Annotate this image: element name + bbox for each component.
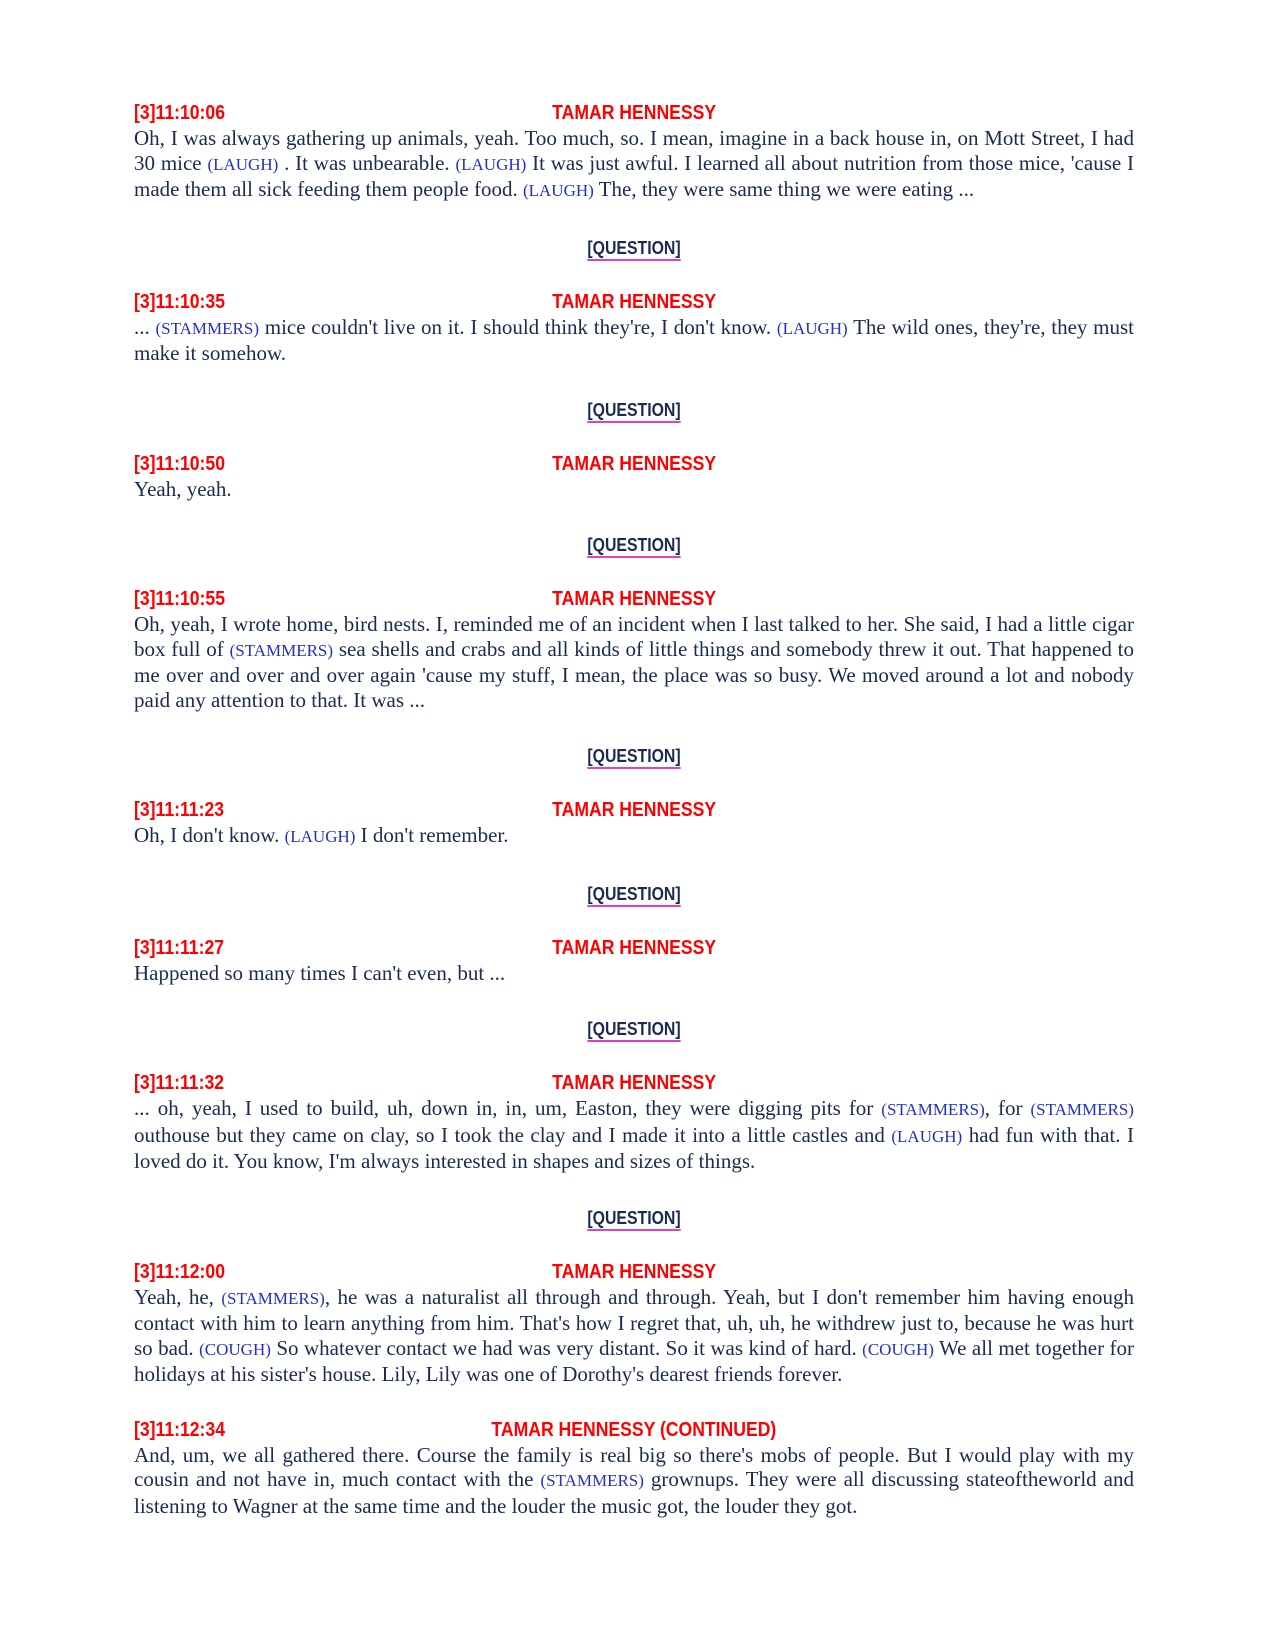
spoken-text: And, um, we all gathered there. Course the family is real big so there's mobs of people. But I would play with my cousin and not have in, much contact with the (134, 1442, 1134, 1491)
stage-note: (STAMMERS) (540, 1471, 644, 1490)
spoken-text: We all met together for holidays at his sister's house. Lily, Lily was one of Dorothy's dearest friends forever. (134, 1335, 1134, 1386)
speaker-name: TAMAR HENNESSY (552, 1260, 716, 1283)
entry-header (134, 100, 1134, 126)
question-marker: [QUESTION] (587, 399, 680, 423)
question-marker-row (134, 534, 1134, 560)
spoken-text: Oh, yeah, I wrote home, bird nests. I, reminded me of an incident when I last talked to her. She said, I had a little cigar box full of (134, 612, 1134, 661)
entry-text (134, 1443, 1134, 1519)
entry-header (134, 797, 1134, 823)
speaker-name-row (134, 586, 1134, 612)
timecode: [3]11:12:00 (134, 1260, 225, 1283)
stage-note: (STAMMERS) (155, 318, 259, 338)
question-marker-row (134, 883, 1134, 909)
stage-note: (LAUGH) (455, 154, 527, 174)
timecode: [3]11:10:35 (134, 290, 225, 313)
transcript-entry (134, 1070, 1134, 1174)
entry-header (134, 1259, 1134, 1285)
transcript-entry (134, 797, 1134, 850)
spoken-text: The, they were same thing we were eating ... (593, 177, 975, 201)
spoken-text: Yeah, he, (134, 1284, 222, 1309)
question-marker-row (134, 1018, 1134, 1044)
transcript-entry (134, 289, 1134, 366)
transcript-entry (134, 451, 1134, 502)
spoken-text: It was just awful. I learned all about nutrition from those mice, 'cause I made them all sick feeding them people food. (134, 150, 1134, 201)
spoken-text: So whatever contact we had was very distant. So it was kind of hard. (270, 1335, 863, 1360)
speaker-name-row (134, 1070, 1134, 1096)
question-marker: [QUESTION] (587, 883, 680, 907)
timecode: [3]11:10:06 (134, 102, 225, 124)
entry-spacer (134, 1387, 1134, 1417)
entry-text (134, 126, 1134, 204)
stage-note: (LAUGH) (284, 827, 356, 846)
speaker-name-row (134, 100, 1134, 126)
timecode: [3]11:10:50 (134, 452, 225, 475)
spoken-text: . It was unbearable. (278, 150, 456, 175)
timecode: [3]11:12:34 (134, 1418, 225, 1441)
transcript-entry (134, 100, 1134, 204)
speaker-name-row (134, 935, 1134, 961)
timecode: [3]11:11:27 (134, 936, 225, 959)
entry-text (134, 1096, 1134, 1174)
question-marker: [QUESTION] (587, 1207, 680, 1231)
stage-note: (LAUGH) (891, 1126, 963, 1146)
speaker-name-row (134, 797, 1134, 823)
spoken-text: , for (984, 1096, 1031, 1120)
stage-note: (STAMMERS) (229, 640, 334, 660)
spoken-text: outhouse but they came on clay, so I took the clay and I made it into a little castles and (134, 1122, 892, 1147)
question-marker: [QUESTION] (587, 237, 680, 261)
spoken-text: Oh, I don't know. (134, 823, 285, 847)
speaker-name: TAMAR HENNESSY (552, 452, 716, 475)
speaker-name: TAMAR HENNESSY (CONTINUED) (491, 1418, 777, 1441)
spoken-text: had fun with that. I loved do it. You know, I'm always interested in shapes and sizes of things. (134, 1122, 1134, 1173)
spoken-text: grownups. They were all discussing stateoftheworld and listening to Wagner at the same time and the louder the music got, the louder they got. (134, 1467, 1134, 1518)
entry-text (134, 1285, 1134, 1387)
question-marker-row (134, 1207, 1134, 1233)
spoken-text: Happened so many times I can't even, but ... (134, 960, 506, 985)
speaker-name: TAMAR HENNESSY (552, 290, 716, 313)
question-marker-row (134, 399, 1134, 425)
spoken-text: ... oh, yeah, I used to build, uh, down in, in, um, Easton, they were digging pits for (134, 1096, 882, 1120)
stage-note: (STAMMERS) (881, 1100, 985, 1119)
speaker-name: TAMAR HENNESSY (552, 588, 716, 610)
timecode: [3]11:11:32 (134, 1072, 225, 1094)
entry-text (134, 315, 1134, 366)
spoken-text: Oh, I was always gathering up animals, yeah. Too much, so. I mean, imagine in a back house in, on Mott Street, I had 30 mice (134, 126, 1134, 175)
transcript-page (134, 100, 1134, 1518)
question-marker: [QUESTION] (587, 1018, 680, 1042)
entry-text (134, 823, 1134, 850)
question-marker-row (134, 237, 1134, 263)
stage-note: (LAUGH) (207, 154, 279, 174)
speaker-name-row (134, 289, 1134, 315)
speaker-name: TAMAR HENNESSY (552, 799, 716, 821)
entry-text (134, 612, 1134, 712)
question-marker-row (134, 745, 1134, 771)
entry-header (134, 1417, 1134, 1443)
speaker-name-row (134, 451, 1134, 477)
stage-note: (COUGH) (862, 1339, 934, 1359)
spoken-text: , he was a naturalist all through and through. Yeah, but I don't remember him having enough contact with him to learn anything from him. That's how I regret that, uh, uh, he withdrew just to, because he was hurt so bad. (134, 1284, 1134, 1360)
entry-header (134, 935, 1134, 961)
entry-header (134, 586, 1134, 612)
spoken-text: The wild ones, they're, they must make it somehow. (134, 314, 1135, 365)
entry-header (134, 289, 1134, 315)
speaker-name-row (134, 1259, 1134, 1285)
entry-text (134, 477, 1134, 502)
entry-header (134, 451, 1134, 477)
stage-note: (STAMMERS) (1030, 1100, 1134, 1119)
stage-note: (STAMMERS) (221, 1288, 325, 1308)
spoken-text: mice couldn't live on it. I should think they're, I don't know. (259, 314, 777, 339)
stage-note: (COUGH) (199, 1339, 271, 1359)
transcript-entry (134, 586, 1134, 712)
speaker-name-row (134, 1417, 1134, 1443)
spoken-text: ... (134, 314, 156, 339)
spoken-text: I don't remember. (355, 823, 509, 847)
question-marker: [QUESTION] (587, 534, 680, 558)
spoken-text: Yeah, yeah. (134, 476, 232, 501)
entry-text (134, 961, 1134, 986)
timecode: [3]11:11:23 (134, 799, 225, 821)
question-marker: [QUESTION] (587, 745, 680, 769)
speaker-name: TAMAR HENNESSY (552, 936, 716, 959)
entry-header (134, 1070, 1134, 1096)
stage-note: (LAUGH) (776, 318, 848, 338)
speaker-name: TAMAR HENNESSY (552, 1072, 716, 1094)
speaker-name: TAMAR HENNESSY (552, 102, 716, 124)
timecode: [3]11:10:55 (134, 588, 225, 610)
transcript-entry (134, 1259, 1134, 1387)
spoken-text: sea shells and crabs and all kinds of little things and somebody threw it out. That happened to me over and over and over again 'cause my stuff, I mean, the place was so busy. We moved around a lot and nobody paid any attention to that. It was ... (134, 636, 1134, 712)
transcript-entry (134, 1417, 1134, 1519)
transcript-entry (134, 935, 1134, 986)
stage-note: (LAUGH) (522, 181, 594, 200)
